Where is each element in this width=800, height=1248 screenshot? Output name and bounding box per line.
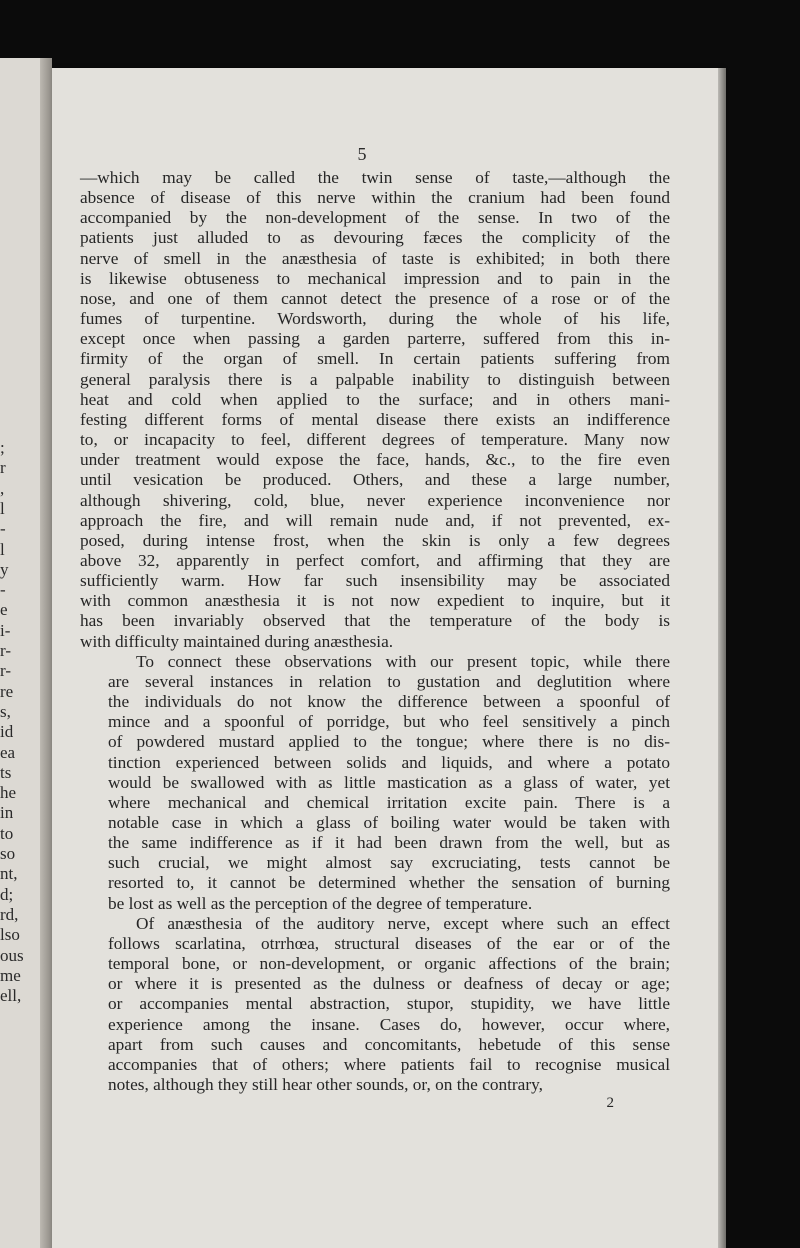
facing-page-fragment: r-: [0, 641, 11, 660]
text-line: the same indifference as if it had been drawn from the well, but as: [108, 833, 670, 853]
text-line: general paralysis there is a palpable inability to distinguish between: [80, 369, 670, 389]
text-line: heat and cold when applied to the surface; and in others mani-: [80, 389, 670, 409]
facing-page-fragment: ous: [0, 945, 24, 965]
facing-page-fragment: r: [0, 458, 6, 478]
facing-page-fragment: l: [0, 539, 5, 559]
facing-page-fragment: -: [0, 580, 6, 600]
facing-page-fragment: s,: [0, 701, 11, 721]
text-line: with difficulty maintained during anæsthesia.: [80, 631, 394, 651]
text-line: has been invariably observed that the temperature of the body is: [80, 611, 670, 631]
facing-page-fragment: ea: [0, 742, 16, 762]
paragraph: [80, 914, 670, 1095]
text-line: such crucial, we might almost say excruciating, tests cannot be: [108, 853, 670, 873]
facing-page-fragment: so: [0, 844, 16, 863]
facing-page-fragment: l: [0, 498, 5, 518]
facing-page-fragment: nt,: [0, 864, 18, 884]
facing-page-fragment: to: [0, 823, 14, 843]
text-line: with common anæsthesia it is not now expedient to inquire, but it: [80, 591, 670, 611]
text-line: of powdered mustard applied to the tongue; where there is no dis-: [108, 732, 670, 752]
text-line: to, or incapacity to feel, different degrees of temperature. Many now: [80, 430, 670, 450]
text-line: To connect these observations with our present topic, while there: [136, 651, 670, 671]
page-edge: [718, 68, 726, 1248]
text-line: —which may be called the twin sense of taste,—although the: [80, 168, 670, 187]
text-line: would be swallowed with as little mastication as a glass of water, yet: [108, 772, 670, 792]
paragraph: [80, 168, 670, 652]
facing-page-fragment: r-: [0, 661, 11, 681]
text-line: under treatment would expose the face, hands, &c., to the fire even: [80, 450, 670, 470]
text-line: except once when passing a garden parterre, suffered from this in-: [80, 329, 670, 349]
text-line: sufficiently warm. How far such insensibility may be associated: [80, 571, 670, 591]
facing-page-fragment: e: [0, 600, 8, 620]
facing-page-fragment: in: [0, 803, 14, 823]
facing-page-fragment: ell,: [0, 986, 22, 1006]
text-line: posed, during intense frost, when the skin is only a few degrees: [80, 530, 670, 550]
facing-page-fragment: rd,: [0, 904, 19, 924]
text-line: mince and a spoonful of porridge, but who feel sensitively a pinch: [108, 712, 670, 732]
facing-page-fragment: id: [0, 722, 14, 742]
text-line: nose, and one of them cannot detect the presence of a rose or of the: [80, 288, 670, 308]
text-line: or accompanies mental abstraction, stupor, stupidity, we have little: [108, 994, 670, 1014]
text-line: festing different forms of mental disease there exists an indifference: [80, 409, 670, 429]
text-line: patients just alluded to as devouring fæces the complicity of the: [80, 228, 670, 248]
page-body-text: [80, 168, 670, 1111]
paragraph: [80, 652, 670, 914]
signature-mark: 2: [606, 1095, 614, 1112]
facing-page-fragment: ,: [0, 478, 5, 498]
text-line: are several instances in relation to gustation and deglutition where: [108, 671, 670, 691]
facing-page-fragment: d;: [0, 884, 14, 904]
text-line: fumes of turpentine. Wordsworth, during the whole of his life,: [80, 309, 670, 329]
text-line: approach the fire, and will remain nude and, if not prevented, ex-: [80, 510, 670, 530]
facing-page-fragment: re: [0, 681, 14, 701]
text-line: notes, although they still hear other sounds, or, on the contrary,: [108, 1075, 543, 1095]
page-number: 5: [357, 144, 367, 164]
text-line: follows scarlatina, otrrhœa, structural diseases of the ear or of the: [108, 933, 670, 953]
text-line: experience among the insane. Cases do, however, occur where,: [108, 1014, 670, 1034]
text-line: notable case in which a glass of boiling water would be taken with: [108, 813, 670, 832]
text-line: temporal bone, or non-development, or organic affections of the brain;: [108, 954, 670, 974]
facing-page-fragment: ts: [0, 762, 12, 782]
text-line: or where it is presented as the dulness or deafness of decay or age;: [108, 974, 670, 994]
text-line: above 32, apparently in perfect comfort, and affirming that they are: [80, 550, 670, 570]
facing-page-fragment: i-: [0, 620, 11, 640]
facing-page-fragment: y: [0, 559, 9, 579]
text-line: the individuals do not know the difference between a spoonful of: [108, 692, 670, 712]
text-line: absence of disease of this nerve within the cranium had been found: [80, 188, 670, 208]
facing-page: [0, 58, 44, 1248]
text-line: is likewise obtuseness to mechanical impression and to pain in the: [80, 268, 670, 288]
facing-page-fragment: lso: [0, 925, 20, 945]
text-line: Of anæsthesia of the auditory nerve, except where such an effect: [136, 913, 670, 933]
facing-page-fragment: -: [0, 519, 6, 539]
text-line: nerve of smell in the anæsthesia of taste is exhibited; in both there: [80, 248, 670, 268]
text-line: although shivering, cold, blue, never experience inconvenience nor: [80, 490, 670, 510]
book-page: [52, 68, 722, 1248]
facing-page-fragment: he: [0, 783, 17, 803]
text-line: firmity of the organ of smell. In certain patients suffering from: [80, 349, 670, 369]
text-line: tinction experienced between solids and liquids, and where a potato: [108, 752, 670, 772]
text-line: accompanied by the non-development of the sense. In two of the: [80, 208, 670, 228]
facing-page-fragment: me: [0, 965, 21, 985]
text-line: until vesication be produced. Others, and these a large number,: [80, 470, 670, 490]
text-line: resorted to, it cannot be determined whether the sensation of burning: [108, 873, 670, 893]
book-gutter: [40, 58, 52, 1248]
facing-page-fragment: ;: [0, 438, 5, 457]
text-line: apart from such causes and concomitants, hebetude of this sense: [108, 1034, 670, 1054]
text-line: be lost as well as the perception of the degree of temperature.: [108, 893, 533, 913]
text-line: accompanies that of others; where patients fail to recognise musical: [108, 1054, 670, 1074]
text-line: where mechanical and chemical irritation excite pain. There is a: [108, 792, 670, 812]
